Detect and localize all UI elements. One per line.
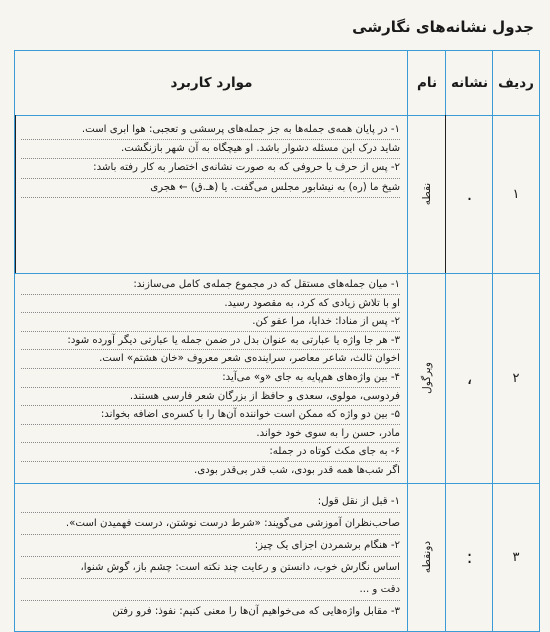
usage-list <box>15 483 408 631</box>
usage-line: ۳- هر جا واژه یا عبارتی به عنوان بدل در ضمن جمله یا عبارتی دیگر آورده شود: <box>21 332 400 351</box>
row-name-label: ویرگول <box>421 362 433 394</box>
usage-list <box>15 273 408 483</box>
header-usage: موارد کاربرد <box>170 75 253 91</box>
row-sign: : <box>466 546 473 568</box>
usage-line: ۱- قبل از نقل قول: <box>21 491 400 513</box>
usage-line: اساس نگارش خوب، دانستن و رعایت چند نکته است: چشم باز، گوش شنوا، <box>21 557 400 579</box>
usage-line: ۶- به جای مکث کوتاه در جمله: <box>21 443 400 462</box>
usage-line: ۵- بین دو واژه که ممکن است خواننده آن‌ها را با کسره‌ی اضافه بخواند: <box>21 406 400 425</box>
table-title: جدول نشانه‌های نگارشی <box>352 18 534 36</box>
usage-list <box>15 115 408 273</box>
table-header <box>15 51 539 116</box>
usage-line: ۲- پس از حرف یا حروفی که به صورت نشانه‌ی اختصار به کار رفته باشد: <box>21 159 400 178</box>
usage-line: ۲- هنگام برشمردن اجزای یک چیز: <box>21 535 400 557</box>
usage-line: ۲- پس از منادا: خدایا، مرا عفو کن. <box>21 313 400 332</box>
row-name-label: دونقطه <box>421 540 434 574</box>
usage-line: فردوسی، مولوی، سعدی و حافظ از بزرگان شعر فارسی هستند. <box>21 388 400 407</box>
punctuation-table <box>14 50 540 632</box>
header-sign: نشانه <box>450 75 489 91</box>
row-number: ۳ <box>512 549 520 565</box>
usage-line: دقت و ... <box>21 579 400 601</box>
row-name <box>408 483 446 631</box>
row-sign: ، <box>466 367 473 389</box>
row-number: ۱ <box>512 186 520 202</box>
usage-line: صاحب‌نظران آموزشی می‌گویند: «شرط درست نوشتن، درست فهمیدن است». <box>21 513 400 535</box>
usage-line: اگر شب‌ها همه قدر بودی، شب قدر بی‌قدر بودی. <box>194 464 400 476</box>
row-name-label: نقطه <box>421 182 434 206</box>
usage-line: شاید درک این مسئله دشوار باشد. او هیچگاه به آن شهر بازنگشت. <box>21 140 400 159</box>
usage-line: اخوان ثالث، شاعر معاصر، سراینده‌ی شعر معروف «خان هشتم» است. <box>21 350 400 369</box>
usage-line: ۴- بین واژه‌های هم‌پایه به جای «و» می‌آید: <box>21 369 400 388</box>
usage-line: ۳- مقابل واژه‌هایی که می‌خواهیم آن‌ها را معنی کنیم: نفوذ: فرو رفتن <box>112 606 400 617</box>
header-name: نام <box>416 75 438 91</box>
usage-line: مادر، حسن را به سوی خود خواند. <box>21 425 400 444</box>
table-row <box>15 483 539 631</box>
usage-line: ۱- میان جمله‌های مستقل که در مجموع جمله‌ی کامل می‌سازند: <box>21 276 400 295</box>
row-sign: . <box>466 183 473 205</box>
row-number: ۲ <box>512 370 520 386</box>
row-name <box>408 273 446 483</box>
usage-line: ۱- در پایان همه‌ی جمله‌ها به جز جمله‌های پرسشی و تعجبی: هوا ابری است. <box>21 121 400 140</box>
usage-line: او با تلاش زیادی که کرد، به مقصود رسید. <box>21 295 400 314</box>
header-row-number: ردیف <box>498 75 534 91</box>
table-row <box>15 115 539 274</box>
usage-line: شیخ ما (ره) به نیشابور مجلس می‌گفت. یا (هـ.ق) ← هجری <box>21 179 400 198</box>
table-row <box>15 273 539 484</box>
